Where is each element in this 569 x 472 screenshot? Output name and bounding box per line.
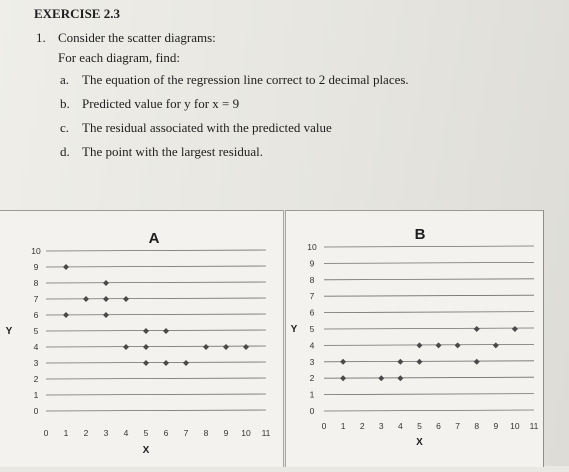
data-point [378,375,384,381]
data-point [163,360,169,366]
y-tick-label: 6 [309,307,315,318]
data-point [63,264,69,270]
y-tick-label: 7 [33,294,39,304]
x-tick-label: 10 [510,421,520,431]
x-tick-label: 8 [474,421,480,431]
gridline [46,282,266,283]
gridline [324,377,534,378]
item-text: The equation of the regression line correct to 2 decimal places. [82,72,409,87]
x-tick-label: 11 [529,421,539,431]
gridline [46,378,266,379]
data-point [103,280,109,286]
gridline [46,298,266,299]
x-tick-label: 11 [261,428,271,438]
y-tick-label: 9 [309,258,315,269]
x-tick-label: 2 [359,421,365,431]
scatter-chart-a [0,211,283,467]
data-point [203,344,209,350]
x-tick-label: 8 [203,428,209,438]
data-point [143,344,149,350]
data-point [223,344,229,350]
x-tick-label: 7 [183,428,189,438]
y-tick-label: 7 [309,291,315,302]
data-point [436,342,442,348]
y-tick-label: 4 [33,342,39,352]
data-point [474,326,480,332]
scatter-panel-b [285,210,544,467]
chart-title: B [414,226,426,243]
y-tick-label: 5 [309,324,315,334]
gridline [46,346,266,347]
scatter-panel-a [0,210,284,467]
y-tick-label: 9 [33,262,39,272]
gridline [46,250,266,251]
gridline [324,328,534,329]
exercise-title: EXERCISE 2.3 [34,6,120,21]
gridline [46,314,266,315]
gridline [324,394,534,395]
data-point [243,344,249,350]
x-tick-label: 0 [43,428,49,438]
x-tick-label: 6 [436,421,441,431]
data-point [123,296,129,302]
item-label: d. [60,144,70,159]
scatter-chart-b [286,211,543,467]
y-tick-label: 4 [309,340,315,351]
y-tick-label: 8 [309,274,315,285]
gridline [46,394,266,395]
gridline [324,312,534,313]
data-point [474,359,480,365]
data-point [512,326,518,332]
x-tick-label: 5 [143,428,149,438]
gridline [324,246,534,247]
y-axis-label: Y [5,326,13,337]
x-tick-label: 3 [378,421,384,431]
data-point [340,359,346,365]
y-tick-label: 10 [31,246,41,256]
data-point [143,328,149,334]
x-tick-label: 5 [417,421,422,431]
data-point [340,375,346,381]
item-label: b. [60,96,70,111]
item-label: c. [60,120,70,135]
data-point [455,342,461,348]
x-tick-label: 1 [340,421,346,431]
gridline [46,330,266,331]
x-tick-label: 4 [123,428,129,438]
y-tick-label: 0 [309,406,315,416]
item-text: The point with the largest residual. [82,144,263,159]
y-tick-label: 6 [33,310,39,320]
x-tick-label: 1 [63,428,69,438]
y-tick-label: 1 [33,390,39,400]
question-number: 1. [36,30,46,45]
x-tick-label: 9 [493,421,499,431]
data-point [83,296,89,302]
x-tick-label: 10 [241,428,251,438]
gridline [46,266,266,267]
data-point [103,312,109,318]
gridline [324,361,534,362]
data-point [416,359,422,365]
gridline [324,279,534,280]
gridline [46,362,266,363]
data-point [63,312,69,318]
x-tick-label: 9 [223,428,229,438]
x-tick-label: 3 [103,428,109,438]
y-tick-label: 10 [307,242,317,252]
data-point [143,360,149,366]
data-point [123,344,129,350]
y-tick-label: 3 [33,358,39,368]
x-tick-label: 7 [455,421,461,431]
y-tick-label: 2 [309,373,315,384]
y-tick-label: 8 [33,278,39,288]
item-label: a. [60,72,70,87]
y-axis-label: Y [290,324,298,335]
data-point [183,360,189,366]
x-tick-label: 2 [83,428,89,438]
chart-title: A [148,230,160,247]
x-axis-label: X [416,437,423,448]
y-tick-label: 3 [309,356,315,367]
data-point [397,359,403,365]
data-point [103,296,109,302]
x-tick-label: 6 [163,428,169,438]
gridline [324,410,534,411]
x-tick-label: 4 [397,421,403,431]
y-tick-label: 1 [309,389,315,400]
y-tick-label: 5 [33,326,39,336]
gridline [324,262,534,263]
y-tick-label: 0 [33,406,39,416]
item-text: Predicted value for y for x = 9 [82,96,240,111]
y-tick-label: 2 [33,374,39,384]
data-point [493,342,499,348]
data-point [416,342,422,348]
item-text: The residual associated with the predicted value [82,120,332,135]
data-point [397,375,403,381]
gridline [46,410,266,411]
x-tick-label: 0 [321,421,327,431]
data-point [163,328,169,334]
x-axis-label: X [142,445,150,456]
gridline [324,344,534,345]
gridline [324,295,534,296]
question-text: Consider the scatter diagrams: [58,30,216,45]
question-subtext: For each diagram, find: [58,50,181,65]
